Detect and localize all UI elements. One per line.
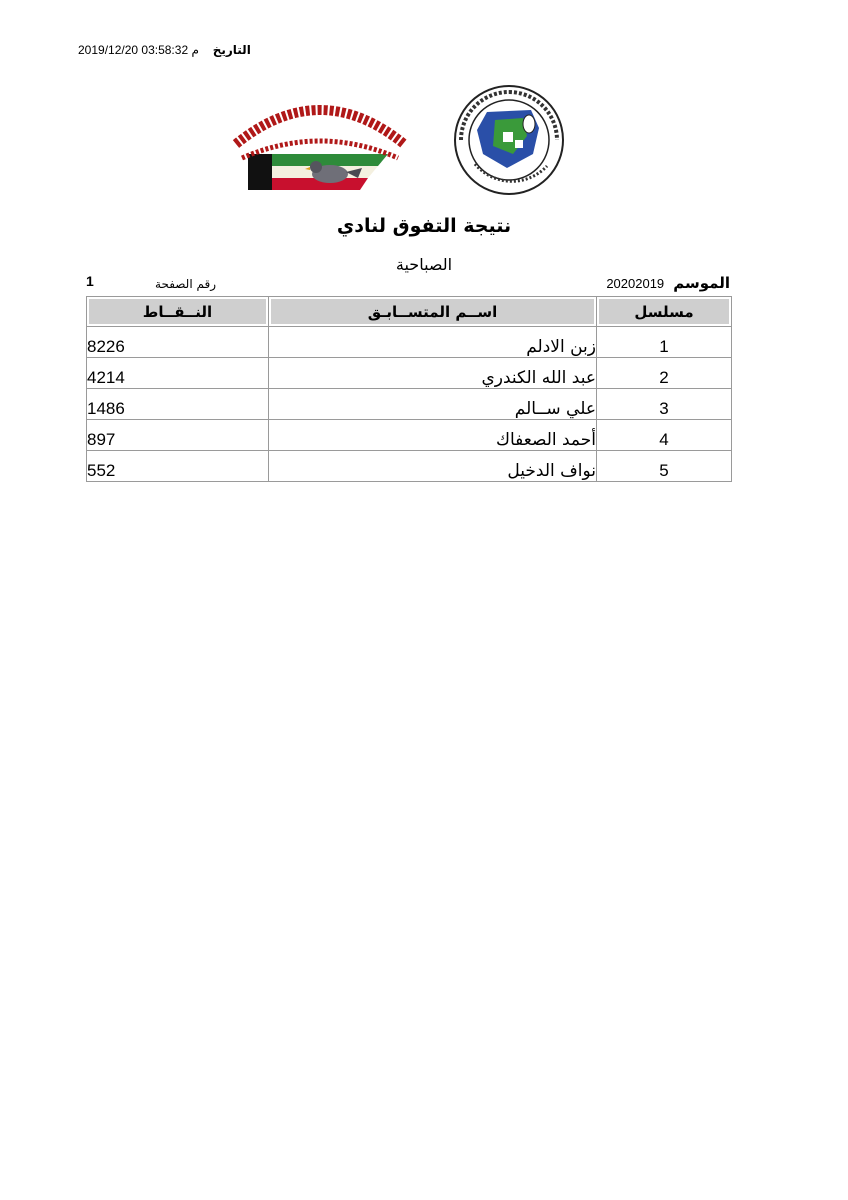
page-number-info [86,273,216,292]
table-row [87,358,732,389]
serial-cell: 4 [597,420,732,451]
serial-column-header: مسلسل [597,297,732,327]
report-title: نتيجة التفوق لنادي [336,215,512,237]
results-table [86,296,732,482]
serial-cell: 2 [597,358,732,389]
competitor-name-cell: زبن الادلم [269,327,597,358]
report-date [78,43,278,63]
points-cell: 552 [87,451,269,482]
name-column-header: اســم المتســابـق [269,297,597,327]
page-number-value: 1 [86,273,94,289]
season-value: 20202019 [606,276,665,291]
report-subtitle: الصباحية [395,255,453,274]
table-row [87,420,732,451]
date-value: م 03:58:32 2019/12/20 [78,43,199,57]
competitor-name-cell: عبد الله الكندري [269,358,597,389]
date-label: التاريخ [212,43,251,57]
points-column-header: النــقــاط [87,297,269,327]
points-cell: 4214 [87,358,269,389]
serial-cell: 5 [597,451,732,482]
season-info [606,273,730,292]
season-label: الموسم [673,274,730,292]
competitor-name-cell: أحمد الصعفاك [269,420,597,451]
points-cell: 8226 [87,327,269,358]
points-cell: 897 [87,420,269,451]
table-row [87,451,732,482]
serial-cell: 3 [597,389,732,420]
federation-logo-image [447,84,571,196]
points-cell: 1486 [87,389,269,420]
club-logo-image [228,84,412,196]
serial-cell: 1 [597,327,732,358]
table-header-row [87,297,732,327]
table-row [87,327,732,358]
page-number-label: رقم الصفحة [155,277,216,291]
competitor-name-cell: علي ســالم [269,389,597,420]
competitor-name-cell: نواف الدخيل [269,451,597,482]
table-row [87,389,732,420]
